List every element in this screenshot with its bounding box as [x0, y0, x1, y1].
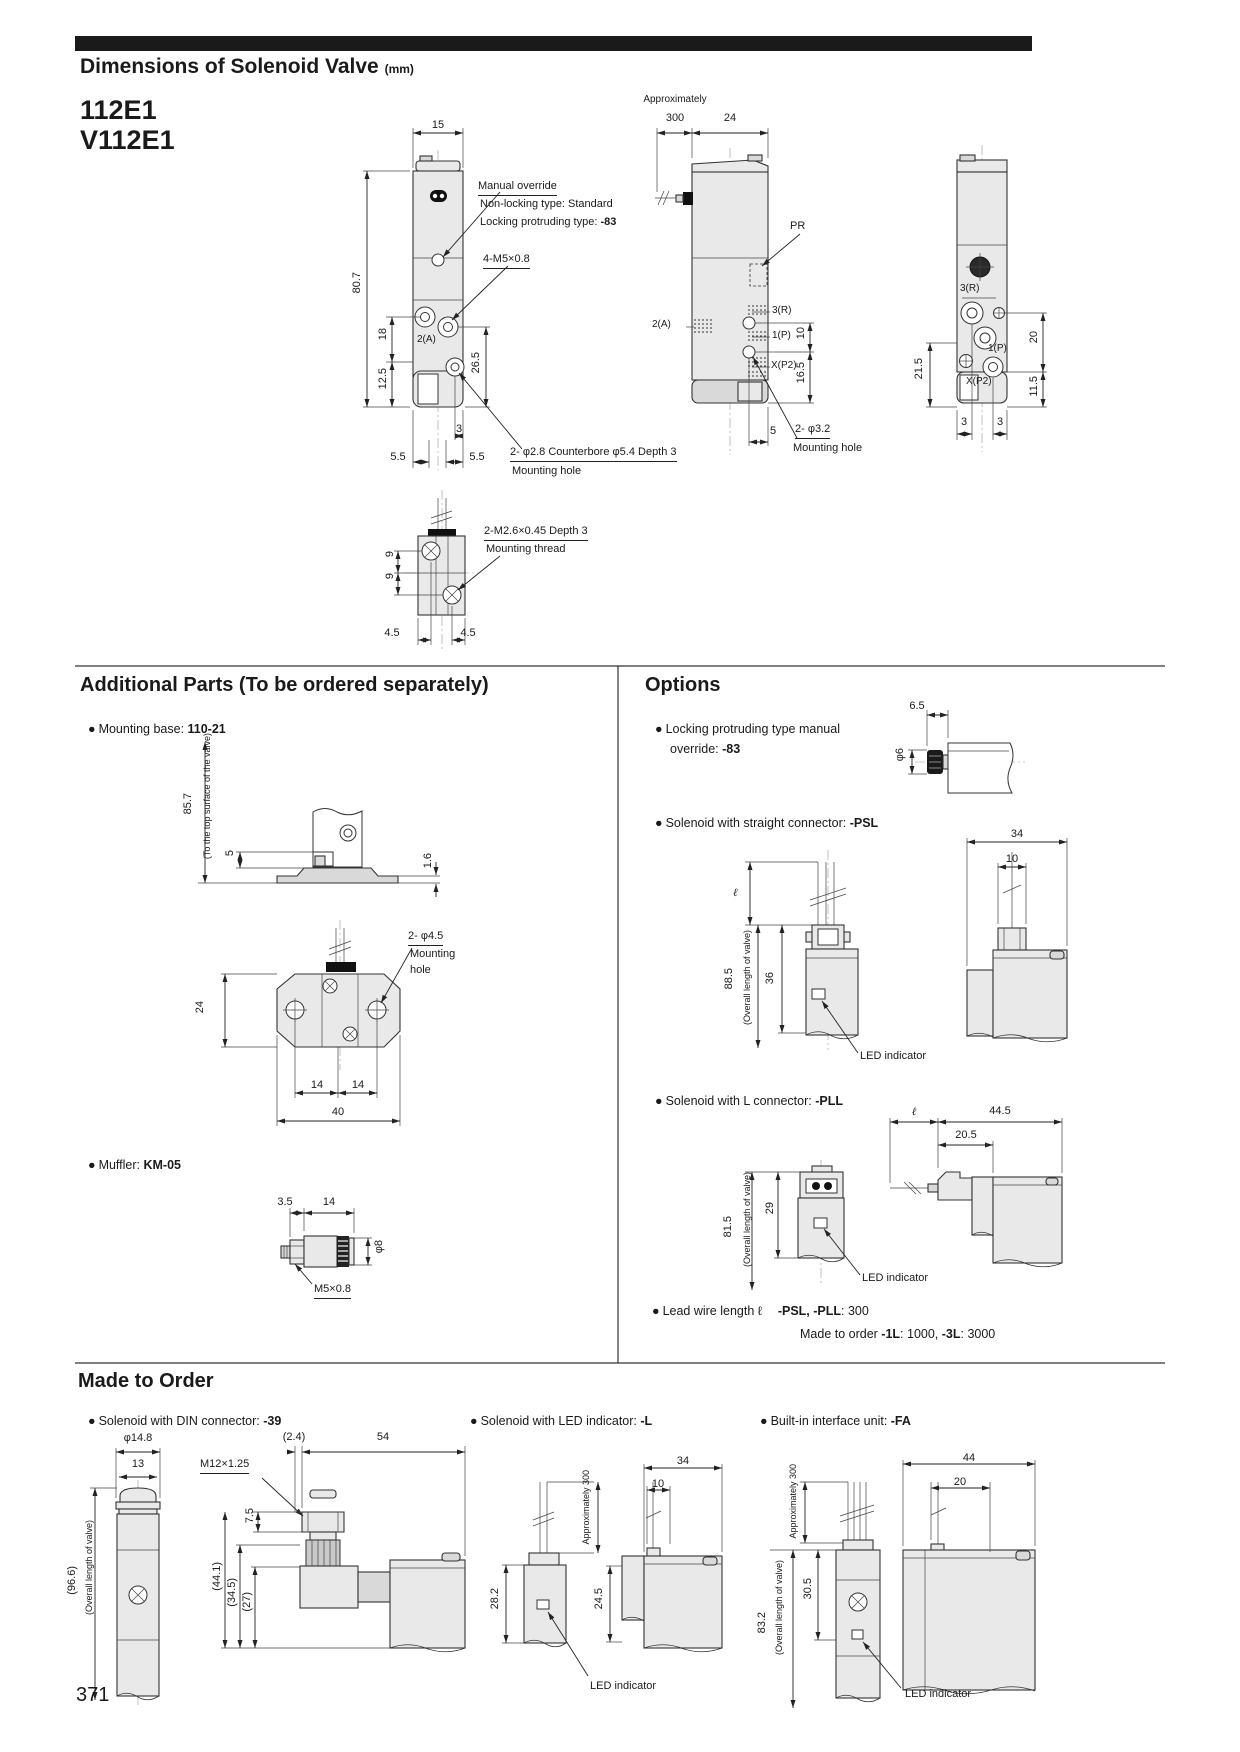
- item-locking-override-line1: ● Locking protruding type manual: [655, 722, 840, 736]
- item-lead-wire: ● Lead wire length ℓ -PSL, -PLL: 300: [652, 1304, 869, 1318]
- dim-back-foot-right: 3: [996, 416, 1004, 428]
- port-label-xp2-back: X(P2): [966, 376, 992, 387]
- section-title-additional-parts: Additional Parts (To be ordered separately): [80, 674, 489, 696]
- note-thread-4m5: 4-M5×0.8: [483, 253, 530, 269]
- bullet-icon: ●: [88, 1158, 96, 1172]
- note-din-overall: (Overall length of valve): [84, 1520, 94, 1616]
- port-label-pr: PR: [790, 220, 806, 232]
- port-label-3r-side: 3(R): [772, 305, 792, 316]
- bullet-icon: ●: [760, 1414, 768, 1428]
- item-mounting-base: ● Mounting base: 110-21: [88, 722, 226, 736]
- fig-back-view: [926, 145, 1047, 452]
- dim-muffler-dia: φ8: [373, 1240, 385, 1254]
- fig-din-side: [221, 1446, 465, 1652]
- fig-option-83: [908, 710, 1025, 793]
- dim-din-h1: (44.1): [211, 1562, 223, 1591]
- section-title-options: Options: [645, 674, 721, 696]
- port-label-xp2-side: X(P2): [771, 360, 797, 371]
- fig-led-front: [502, 1482, 588, 1676]
- dim-muffler-hex: 3.5: [277, 1196, 293, 1208]
- note-locking-type: Locking protruding type: -83: [480, 216, 617, 228]
- dim-back-right-bottom: 11.5: [1028, 376, 1040, 397]
- bullet-icon: ●: [88, 722, 96, 736]
- fig-din-front: [90, 1448, 160, 1705]
- note-led-led: LED indicator: [590, 1680, 657, 1692]
- dim-base-depth: 24: [194, 1001, 206, 1014]
- fig-side-view: [655, 128, 814, 455]
- note-din-thread: M12×1.25: [200, 1458, 249, 1474]
- port-label-2a-side: 2(A): [652, 319, 671, 330]
- dim-din-gap: (2.4): [282, 1431, 306, 1443]
- port-label-1p-side: 1(P): [772, 330, 791, 341]
- dim-psl-conn: 10: [1005, 853, 1019, 865]
- dim-base-width: 40: [331, 1106, 345, 1118]
- dim-bottom-9b: 9: [384, 573, 396, 580]
- fig-muffler: [281, 1208, 372, 1284]
- dim-base-plate: 1.6: [422, 853, 434, 869]
- dim-psl-lead: ℓ: [733, 886, 738, 899]
- dim-din-top: 7.5: [244, 1508, 256, 1524]
- dim-lock-len: 6.5: [909, 700, 925, 712]
- item-pll: ● Solenoid with L connector: -PLL: [655, 1094, 843, 1108]
- fig-pll-front: [745, 1160, 860, 1290]
- note-base-height: (To the top surface of the valve): [202, 733, 212, 860]
- note-fa-approx: Approximately 300: [788, 1464, 798, 1539]
- model-number-1: 112E1: [80, 95, 157, 125]
- note-mounting-thread-spec: 2-M2.6×0.45 Depth 3: [484, 525, 588, 541]
- item-interface-unit: ● Built-in interface unit: -FA: [760, 1414, 911, 1428]
- dim-front-left-foot: 5.5: [390, 451, 406, 463]
- page-title-text: Dimensions of Solenoid Valve: [80, 55, 379, 78]
- dim-back-left: 21.5: [913, 358, 925, 380]
- note-muffler-thread: M5×0.8: [314, 1283, 351, 1299]
- note-mounting-thread: Mounting thread: [486, 543, 566, 555]
- dim-base-pitch-right: 14: [351, 1079, 365, 1091]
- item-psl: ● Solenoid with straight connector: -PSL: [655, 816, 879, 830]
- bullet-icon: ●: [655, 722, 663, 736]
- dim-front-hole-span: 18: [377, 328, 389, 341]
- note-base-mounting-2: hole: [410, 964, 431, 976]
- note-nonlocking-type: Non-locking type: Standard: [480, 198, 613, 210]
- dim-pll-total: 44.5: [989, 1105, 1011, 1117]
- unit-note: (mm): [384, 62, 414, 76]
- dim-back-right-top: 20: [1028, 331, 1040, 344]
- note-led-approx: Approximately 300: [581, 1470, 591, 1545]
- note-counterbore: 2- φ2.8 Counterbore φ5.4 Depth 3: [510, 446, 677, 462]
- page-number: 371: [76, 1684, 110, 1706]
- note-psl-led: LED indicator: [860, 1050, 927, 1062]
- dim-front-width: 15: [431, 119, 445, 131]
- item-muffler: ● Muffler: KM-05: [88, 1158, 181, 1172]
- page-title: [80, 55, 414, 79]
- dim-din-length: 54: [376, 1431, 390, 1443]
- bullet-icon: ●: [655, 816, 663, 830]
- note-manual-override: Manual override: [478, 180, 557, 196]
- dim-side-hole-offset: 5: [770, 425, 777, 437]
- dim-side-width: 24: [723, 112, 737, 124]
- fig-bottom-view: [394, 490, 500, 650]
- note-fa-overall: (Overall length of valve): [774, 1560, 784, 1656]
- dim-led-overall: 28.2: [489, 1588, 501, 1610]
- dim-back-foot-left: 3: [960, 416, 968, 428]
- header-bar: [75, 36, 1032, 51]
- port-label-3r-back: 3(R): [960, 283, 980, 294]
- item-led-indicator: ● Solenoid with LED indicator: -L: [470, 1414, 653, 1428]
- dim-front-bottom: 12.5: [377, 368, 389, 390]
- section-title-made-to-order: Made to Order: [78, 1370, 214, 1392]
- dim-front-right-foot: 5.5: [469, 451, 485, 463]
- dim-side-approx: Approximately: [643, 94, 707, 105]
- dim-pll-overall: 81.5: [722, 1216, 734, 1238]
- dim-psl-body: 36: [764, 972, 776, 985]
- note-pll-led: LED indicator: [862, 1272, 929, 1284]
- dim-fa-overall: 83.2: [756, 1612, 768, 1634]
- dim-fa-width: 44: [962, 1452, 976, 1464]
- dim-front-right: 26.5: [470, 352, 482, 374]
- fig-psl-front: [745, 850, 858, 1053]
- note-psl-overall: (Overall length of valve): [742, 930, 752, 1026]
- dim-pll-conn: 20.5: [955, 1129, 977, 1141]
- bullet-icon: ●: [470, 1414, 478, 1428]
- dim-muffler-body: 14: [322, 1196, 336, 1208]
- dim-side-lead: 300: [665, 112, 685, 124]
- port-label-1p-back: 1(P): [988, 343, 1007, 354]
- dim-front-height: 80.7: [351, 272, 363, 294]
- dim-led-width: 34: [676, 1455, 690, 1467]
- model-number-2: V112E1: [80, 125, 175, 155]
- fig-led-side: [547, 1464, 722, 1652]
- dim-din-h2: (34.5): [226, 1578, 238, 1607]
- dim-bottom-9a: 9: [384, 551, 396, 558]
- dim-fa-conn: 20: [953, 1476, 967, 1488]
- note-base-hole-spec: 2- φ4.5: [408, 930, 443, 946]
- item-lead-wire-mto: Made to order -1L: 1000, -3L: 3000: [800, 1327, 996, 1341]
- bullet-icon: ●: [88, 1414, 96, 1428]
- dim-psl-width: 34: [1010, 828, 1024, 840]
- item-locking-override-line2: override: -83: [670, 742, 741, 756]
- dim-front-offset: 3: [455, 423, 463, 435]
- dim-din-width: 13: [131, 1458, 145, 1470]
- dim-pll-lead: ℓ: [911, 1105, 917, 1118]
- item-din-connector: ● Solenoid with DIN connector: -39: [88, 1414, 282, 1428]
- dim-led-conn: 10: [651, 1478, 665, 1490]
- dim-psl-overall: 88.5: [723, 968, 735, 990]
- port-label-2a-front: 2(A): [417, 334, 436, 345]
- note-pll-overall: (Overall length of valve): [742, 1172, 752, 1268]
- fig-fa-side: [903, 1460, 1035, 1694]
- dim-lock-dia: φ6: [894, 748, 906, 762]
- dim-base-pitch-left: 14: [310, 1079, 324, 1091]
- note-hole-32: 2- φ3.2: [795, 423, 830, 439]
- dim-bottom-45a: 4.5: [384, 627, 400, 639]
- dim-fa-body: 30.5: [802, 1578, 814, 1600]
- dim-din-dia: φ14.8: [123, 1432, 153, 1444]
- note-base-mounting-1: Mounting: [410, 948, 456, 960]
- fig-mounting-base-side: [198, 742, 440, 897]
- note-mounting-hole-front: Mounting hole: [512, 465, 582, 477]
- fig-psl-side: [967, 838, 1067, 1042]
- dim-din-h3: (27): [241, 1592, 253, 1612]
- dim-side-port-bottom: 16.5: [795, 362, 807, 384]
- dim-bottom-45b: 4.5: [460, 627, 476, 639]
- bullet-icon: ●: [655, 1094, 663, 1108]
- note-fa-led: LED indicator: [905, 1688, 972, 1700]
- dim-base-port: 5: [224, 850, 236, 857]
- fig-mounting-base-top: [221, 920, 412, 1126]
- dim-led-body: 24.5: [593, 1588, 605, 1610]
- dim-base-height: 85.7: [182, 793, 194, 815]
- note-mounting-hole-side: Mounting hole: [793, 442, 863, 454]
- bullet-icon: ●: [652, 1304, 660, 1318]
- dim-din-overall: (96.6): [66, 1566, 78, 1595]
- dim-side-port-span: 10: [795, 327, 807, 340]
- dim-pll-body: 29: [764, 1202, 776, 1215]
